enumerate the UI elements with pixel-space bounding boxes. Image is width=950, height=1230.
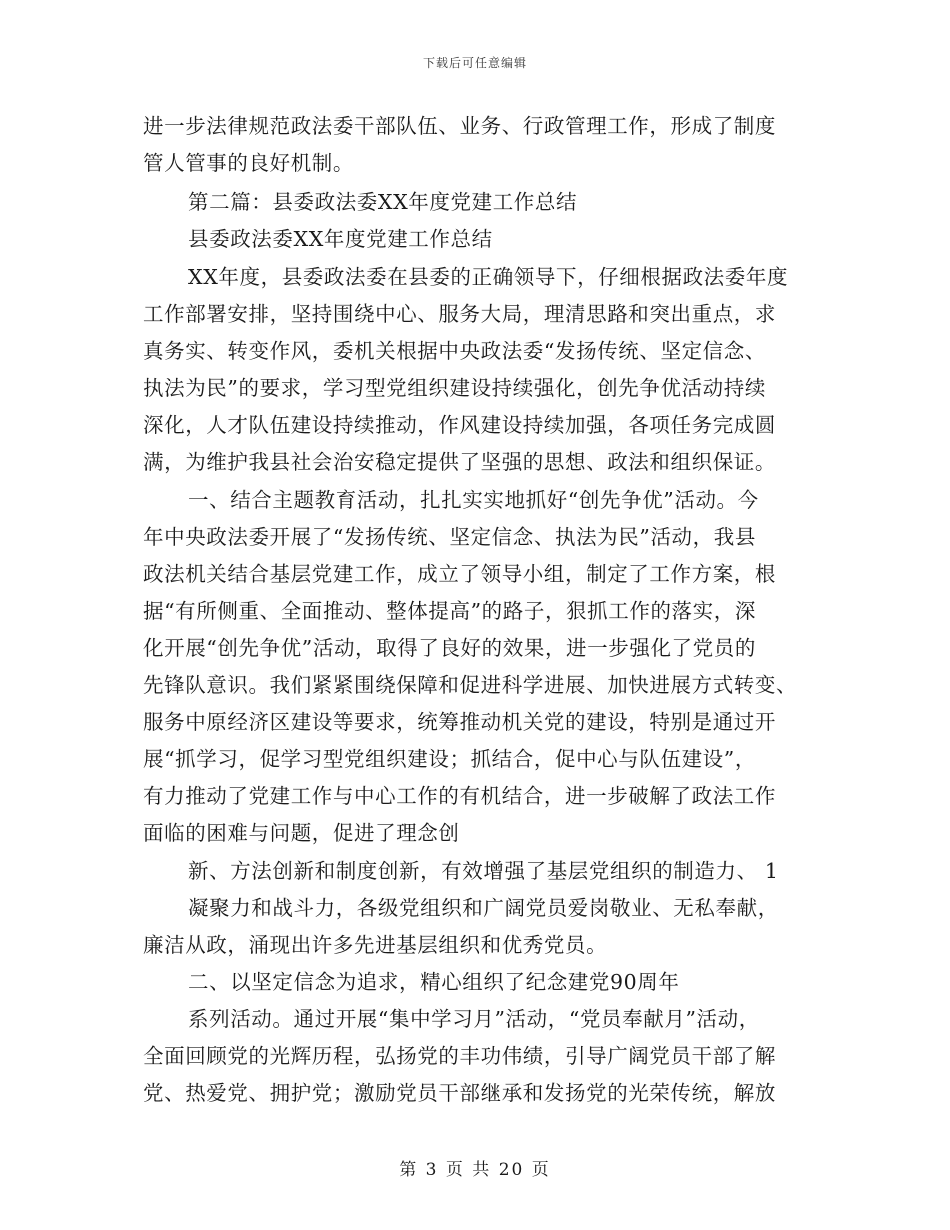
text-line: 凝聚力和战斗力，各级党组织和广阔党员爱岗敬业、无私奉献， [188, 896, 779, 920]
text-line: 二、以坚定信念为追求，精心组织了纪念建党90周年 [188, 970, 680, 994]
text-line: 政法机关结合基层党建工作，成立了领导小组，制定了工作方案，根 [143, 562, 776, 586]
text-line: 深化，人才队伍建设持续推动，作风建设持续加强，各项任务完成圆 [143, 413, 776, 437]
text-line: 年中央政法委开展了“发扬传统、坚定信念、执法为民”活动，我县 [143, 525, 756, 549]
text-line: 真务实、转变作风，委机关根据中央政法委“发扬传统、坚定信念、 [143, 339, 766, 363]
text-line: 展“抓学习，促学习型党组织建设；抓结合，促中心与队伍建设”， [143, 747, 756, 771]
page-number-footer: 第 3 页 共 20 页 [399, 1160, 551, 1180]
text-line: 廉洁从政，涌现出许多先进基层组织和优秀党员。 [143, 933, 608, 957]
text-line: 据“有所侧重、全面推动、整体提高”的路子，狠抓工作的落实，深 [143, 599, 756, 623]
text-line: 满，为维护我县社会治安稳定提供了坚强的思想、政法和组织保证。 [143, 450, 776, 474]
text-line: 进一步法律规范政法委干部队伍、业务、行政管理工作，形成了制度 [143, 114, 776, 138]
page-header-note: 下载后可任意编辑 [422, 56, 527, 70]
text-line: 新、方法创新和制度创新，有效增强了基层党组织的制造力、 1 [188, 859, 779, 883]
text-line: 面临的困难与问题，促进了理念创 [143, 821, 460, 845]
text-line: 党、热爱党、拥护党；激励党员干部继承和发扬党的光荣传统，解放 [143, 1081, 776, 1105]
document-title: 县委政法委XX年度党建工作总结 [188, 227, 493, 251]
text-line: 一、结合主题教育活动，扎扎实实地抓好“创先争优”活动。今 [188, 488, 759, 512]
text-line: 全面回顾党的光辉历程，弘扬党的丰功伟绩，引导广阔党员干部了解 [143, 1044, 776, 1068]
text-line: 管人管事的良好机制。 [143, 151, 354, 175]
text-line: XX年度，县委政法委在县委的正确领导下，仔细根据政法委年度 [188, 265, 789, 289]
text-line: 有力推动了党建工作与中心工作的有机结合，进一步破解了政法工作 [143, 784, 776, 808]
section-heading: 第二篇：县委政法委XX年度党建工作总结 [188, 190, 578, 214]
text-line: 系列活动。通过开展“集中学习月”活动，“党员奉献月”活动， [188, 1007, 760, 1031]
text-line: 执法为民”的要求，学习型党组织建设持续强化，创先争优活动持续 [143, 376, 766, 400]
text-line: 服务中原经济区建设等要求，统筹推动机关党的建设，特别是通过开 [143, 710, 776, 734]
text-line: 工作部署安排，坚持围绕中心、服务大局，理清思路和突出重点，求 [143, 302, 776, 326]
text-line: 化开展“创先争优”活动，取得了良好的效果，进一步强化了党员的 [143, 636, 756, 660]
text-line: 先锋队意识。我们紧紧围绕保障和促进科学进展、加快进展方式转变、 [143, 673, 798, 697]
